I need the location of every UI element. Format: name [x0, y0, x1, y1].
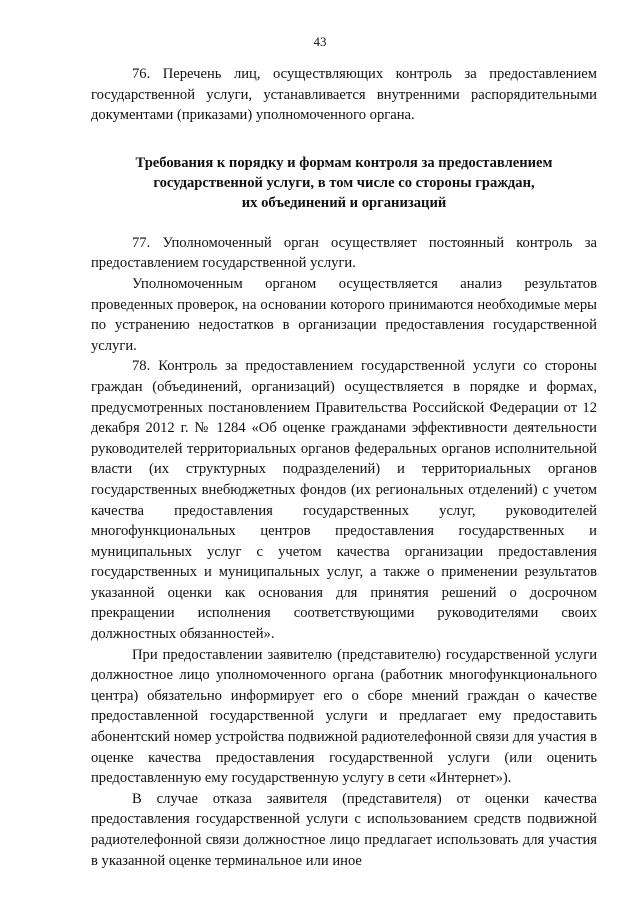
paragraph-77: 77. Уполномоченный орган осуществляет постоянный контроль за предоставлением государственной услуги.	[91, 234, 597, 272]
heading-line: Требования к порядку и формам контроля за предоставлением	[135, 154, 553, 171]
section-heading	[91, 153, 597, 213]
paragraph-77-analysis: Уполномоченным органом осуществляется анализ результатов проведенных проверок, на основании которого принимаются необходимые меры по устранению недостатков в организации предоставления государственной услуги.	[91, 275, 597, 354]
heading-line: государственной услуги, в том числе со стороны граждан,	[153, 174, 535, 191]
paragraph-76: 76. Перечень лиц, осуществляющих контроль за предоставлением государственной услуги, устанавливается внутренними распорядительными документами (приказами) уполномоченного органа.	[91, 66, 597, 124]
document-body	[91, 64, 597, 871]
paragraph-78-refusal: В случае отказа заявителя (представителя) от оценки качества предоставления государственной услуги с использованием средств подвижной радиотелефонной связи должностное лицо предлагает использовать для участия в указанной оценке терминальное или иное	[91, 790, 597, 869]
heading-line: их объединений и организаций	[241, 194, 447, 211]
paragraph-78: 78. Контроль за предоставлением государственной услуги со стороны граждан (объединений, организаций) осуществляется в порядке и формах, предусмотренных постановлением Правительства Российской Федерации от 12 декабря 2012 г. № 1284 «Об оценке гражданами эффективности деятельности руководителей территориальных органов федеральных органов исполнительной власти (их структурных подразделений) и территориальных органов государственных внебюджетных фондов (их региональных отделений) с учетом качества предоставления государственных услуг, руководителей многофункциональных центров предоставления государственных и муниципальных услуг с учетом качества организации предоставления государственных и муниципальных услуг, а также о применении результатов указанной оценки как основания для принятия решений о досрочном прекращении исполнения соответствующими руководителями своих должностных обязанностей».	[91, 358, 597, 643]
paragraph-78-informing: При предоставлении заявителю (представителю) государственной услуги должностное лицо уполномоченного органа (работник многофункционального центра) обязательно информирует его о сборе мнений граждан о качестве предоставленной государственной услуги и предлагает ему предоставить абонентский номер устройства подвижной радиотелефонной связи для участия в оценке качества предоставления государственной услуги (или оценить предоставленную ему государственную услугу в сети «Интернет»).	[91, 646, 597, 787]
page-number: 43	[313, 34, 327, 49]
